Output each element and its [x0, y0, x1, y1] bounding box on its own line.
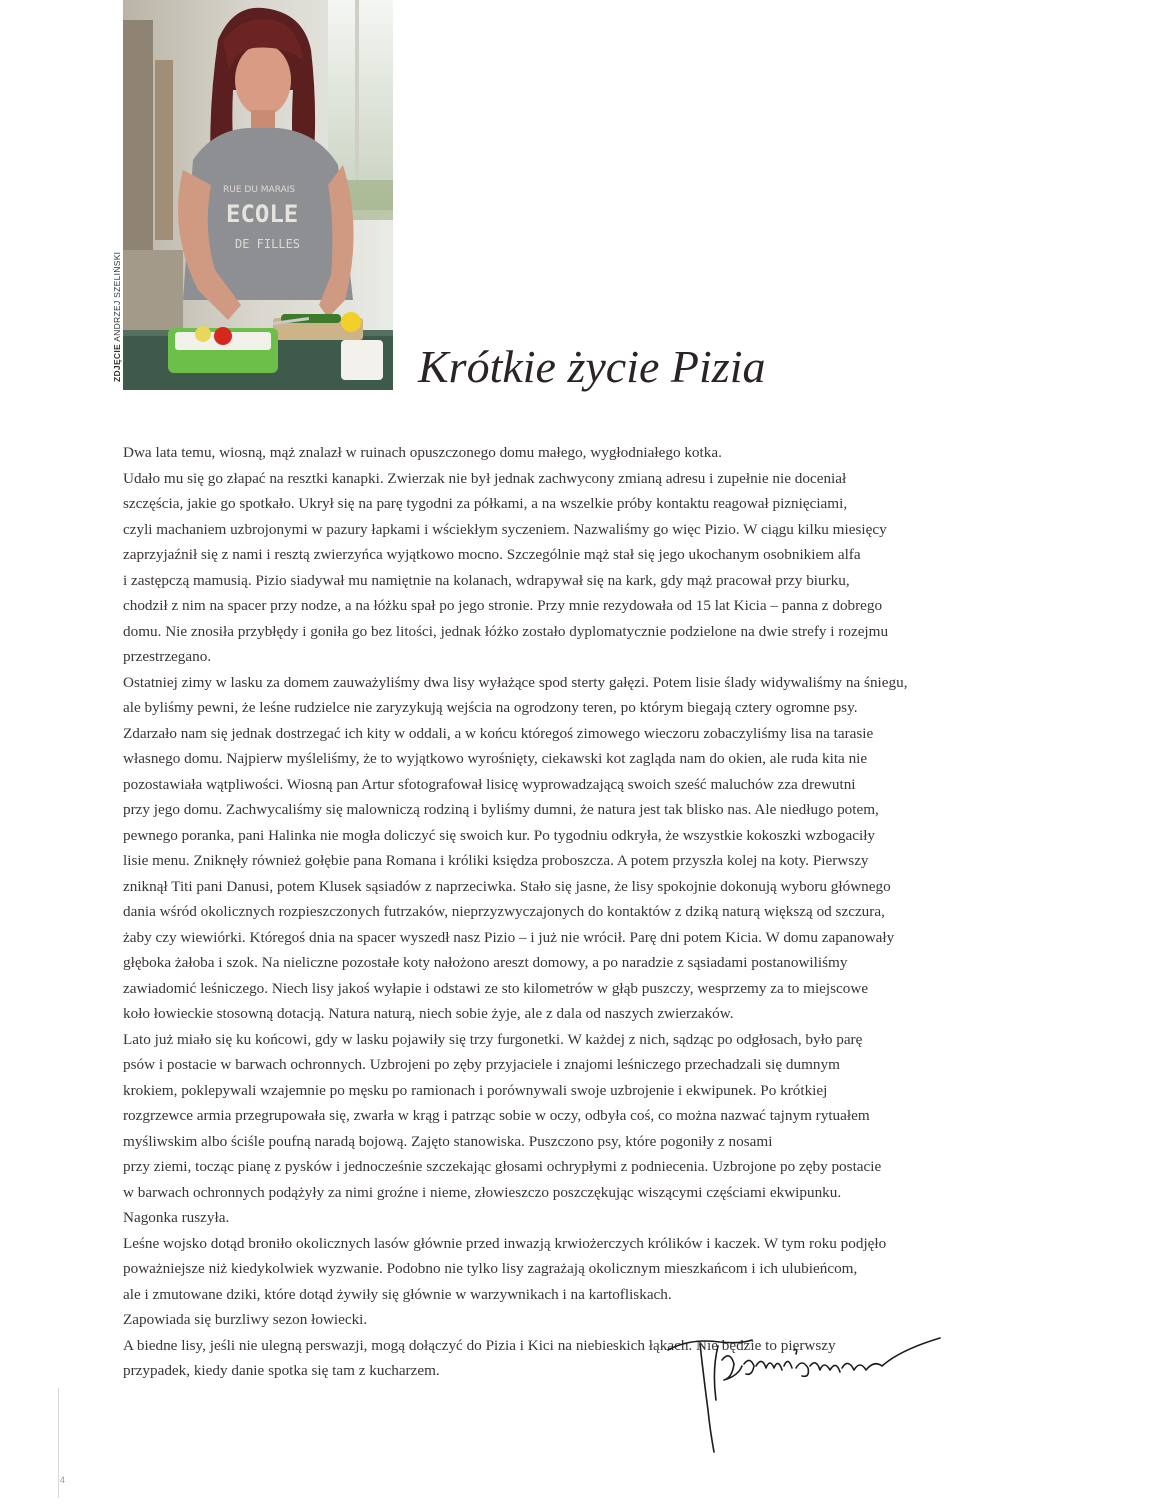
body-line: w barwach ochronnych podążyły za nimi groźne i nieme, złowieszczo poszczękując wiszącymi częściami ekwipunku. — [123, 1183, 842, 1201]
body-line: przestrzegano. — [123, 648, 212, 665]
page-rule — [58, 1388, 59, 1498]
body-line: szczęścia, jakie go spotkało. Ukrył się na parę tygodni za półkami, a na wszelkie próby kontaktu reagował piznięciami, — [123, 495, 848, 512]
body-line: krokiem, poklepywali wzajemnie po męsku po ramionach i porównywali swoje uzbrojenie i ekwipunek. Po krótkiej — [123, 1081, 828, 1099]
photo-credit-label: ZDJĘCIE — [112, 344, 122, 382]
article-title: Krótkie życie Pizia — [418, 341, 766, 392]
body-line: Udało mu się go złapać na resztki kanapki. Zwierzak nie był jednak zachwycony zmianą adresu i zupełnie nie doceniał — [123, 469, 847, 487]
article-body — [123, 440, 1023, 1384]
author-signature — [660, 1320, 950, 1460]
body-line: zaprzyjaźnił się z nami i resztą zwierzyńca wyjątkowo mocno. Szczególnie mąż stał się jego ukochanym osobnikiem alfa — [123, 546, 861, 563]
body-line: domu. Nie znosiła przybłędy i goniła go bez litości, jednak łóżko zostało dyplomatycznie podzielone na dwie strefy i rozejmu — [123, 622, 889, 640]
body-line: Dwa lata temu, wiosną, mąż znalazł w ruinach opuszczonego domu małego, wygłodniałego kotka. — [123, 444, 722, 461]
body-line: i zastępczą mamusią. Pizio siadywał mu namiętnie na kolanach, wdrapywał się na kark, gdy mąż pracował przy biurku, — [123, 571, 850, 589]
body-line: poważniejsze niż kiedykolwiek wyzwanie. Podobno nie tylko lisy zagrażają okolicznym mieszkańcom i ich ulubieńcom, — [123, 1260, 858, 1277]
body-line: psów i postacie w barwach ochronnych. Uzbrojeni po zęby przyjaciele i znajomi leśniczego przechadzali się dumnym — [123, 1056, 840, 1073]
body-line: własnego domu. Najpierw myśleliśmy, że to wyjątkowo wyrośnięty, ciekawski kot zagląda nam do okien, ale ruda kita nie — [123, 750, 868, 767]
body-line: dania wśród okolicznych rozpieszczonych futrzaków, nieprzyzwyczajonych do kontaktów z dziką naturą większą od szczura, — [123, 903, 885, 920]
author-photo — [123, 0, 393, 390]
photo-credit-name: ANDRZEJ SZELIŃSKI — [112, 251, 122, 342]
body-line: lisie menu. Zniknęły również gołębie pana Romana i króliki księdza proboszcza. A potem przyszła kolej na koty. Pierwszy — [123, 852, 869, 869]
body-line: Zapowiada się burzliwy sezon łowiecki. — [123, 1311, 368, 1328]
body-line: głęboka żałoba i szok. Na nieliczne pozostałe koty nałożono areszt domowy, a po naradzie z sąsiadami postanowiliśmy — [123, 954, 848, 971]
body-line: myśliwskim albo ściśle poufną naradą bojową. Zajęto stanowiska. Puszczono psy, które pogoniły z nosami — [123, 1132, 773, 1150]
body-line: Lato już miało się ku końcowi, gdy w lasku pojawiły się trzy furgonetki. W każdej z nich, sądząc po odgłosach, było parę — [123, 1030, 863, 1048]
shirt-print-2: DE FILLES — [235, 237, 301, 251]
body-line: przypadek, kiedy danie spotka się tam z kucharzem. — [123, 1362, 440, 1379]
body-line: przy ziemi, tocząc pianę z pysków i jednocześnie szczekając głosami ochrypłymi z podniecenia. Uzbrojone po zęby postacie — [123, 1158, 882, 1175]
body-line: Leśne wojsko dotąd broniło okolicznych lasów głównie przed inwazją krwiożerczych królików i kaczek. W tym roku podjęło — [123, 1234, 887, 1252]
body-line: chodził z nim na spacer przy nodze, a na łóżku spał po jego stronie. Przy mnie rezydowała od 15 lat Kicia – panna z dobrego — [123, 597, 883, 614]
body-line: Ostatniej zimy w lasku za domem zauważyliśmy dwa lisy wyłażące spod sterty gałęzi. Potem lisie ślady widywaliśmy na śniegu, — [123, 673, 908, 691]
body-line: Nagonka ruszyła. — [123, 1209, 230, 1226]
body-line: zniknął Titi pani Danusi, potem Klusek sąsiadów z naprzeciwka. Stało się jasne, że lisy spokojnie dokonują wyboru głównego — [123, 877, 891, 895]
body-line: czyli machaniem uzbrojonymi w pazury łapkami i wściekłym syczeniem. Nazwaliśmy go więc Pizio. W ciągu kilku miesięcy — [123, 520, 887, 538]
body-line: Zdarzało nam się jednak dostrzegać ich kity w oddali, a w końcu któregoś zimowego wieczoru zobaczyliśmy lisa na tarasie — [123, 724, 874, 742]
body-line: pewnego poranka, pani Halinka nie mogła doliczyć się swoich kur. Po tygodniu odkryła, że wszystkie kokoszki wzbogaciły — [123, 826, 876, 844]
body-line: żaby czy wiewiórki. Któregoś dnia na spacer wyszedł nasz Pizio – i już nie wrócił. Parę dni potem Kicia. W domu zapanowały — [123, 928, 895, 946]
body-line: A biedne lisy, jeśli nie ulegną perswazji, mogą dołączyć do Pizia i Kici na niebieskich łąkach. Nie będzie to pierwszy — [123, 1336, 836, 1354]
body-line: rozgrzewce armia przegrupowała się, zwarła w krąg i patrząc sobie w oczy, odbyła coś, co można nazwać tajnym rytuałem — [123, 1107, 870, 1124]
body-line: zawiadomić leśniczego. Niech lisy jakoś wyłapie i odstawi ze sto kilometrów w głąb puszczy, wesprzemy za to miejscowe — [123, 979, 869, 997]
shirt-print-top: RUE DU MARAIS — [223, 185, 296, 195]
author-photo-illustration — [123, 0, 393, 390]
page-number: 4 — [60, 1475, 66, 1485]
photo-credit — [112, 252, 122, 382]
body-line: koło łowieckie stosowną dotacją. Natura naturą, niech sobie żyje, ale z dala od naszych zwierzaków. — [123, 1005, 734, 1022]
body-line: pozostawiała wątpliwości. Wiosną pan Artur sfotografował lisicę wyprowadzającą swoich sześć maluchów zza drewutni — [123, 775, 856, 793]
body-line: ale byliśmy pewni, że leśne rudzielce nie zaryzykują wejścia na ogrodzony teren, po którym biegają cztery ogromne psy. — [123, 699, 858, 716]
body-line: ale i zmutowane dziki, które dotąd żywiły się głównie w warzywnikach i na kartofliskach. — [123, 1285, 672, 1303]
body-line: przy jego domu. Zachwycaliśmy się malowniczą rodziną i byliśmy dumni, że natura jest tak blisko nas. Ale niedługo potem, — [123, 801, 879, 818]
shirt-print: ECOLE — [226, 200, 299, 228]
